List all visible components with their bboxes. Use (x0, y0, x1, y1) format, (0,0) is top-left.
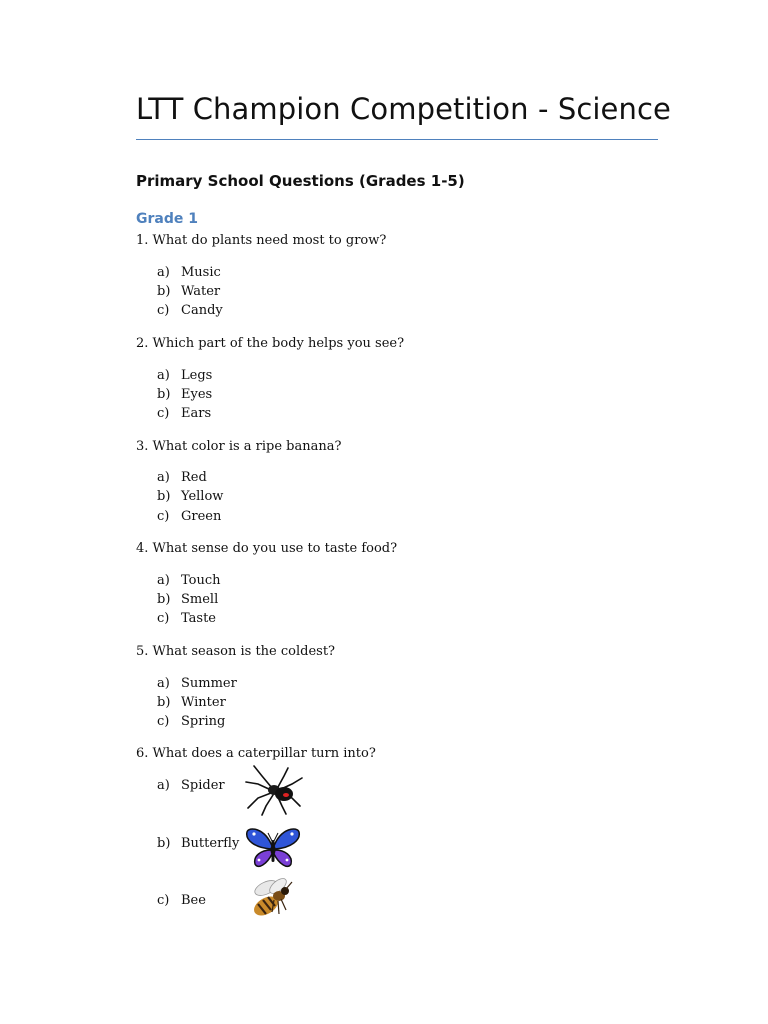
question-4-option-b (157, 592, 218, 610)
option-text: Spider (181, 778, 225, 793)
spider-image (242, 764, 308, 816)
question-5-option-a (157, 676, 237, 694)
option-letter: b) (157, 592, 171, 607)
option-text: Spring (181, 714, 226, 729)
option-text: Bee (181, 893, 206, 908)
option-letter: c) (157, 303, 170, 318)
option-letter: a) (157, 676, 170, 691)
option-text: Green (181, 509, 222, 524)
option-text: Candy (181, 303, 223, 318)
question-2-option-b (157, 387, 212, 405)
question-6: 6. What does a caterpillar turn into? (136, 746, 376, 761)
question-2-option-a (157, 368, 212, 386)
option-letter: a) (157, 265, 170, 280)
question-1-option-c (157, 303, 223, 321)
option-letter: c) (157, 509, 170, 524)
option-letter: c) (157, 893, 170, 908)
document-title: LTT Champion Competition - Science (136, 92, 671, 126)
question-3-option-a (157, 470, 207, 488)
option-letter: b) (157, 284, 171, 299)
question-1-option-b (157, 284, 220, 302)
question-5: 5. What season is the coldest? (136, 644, 336, 659)
option-letter: b) (157, 387, 171, 402)
option-text: Legs (181, 368, 213, 383)
option-letter: a) (157, 470, 170, 485)
grade-heading: Grade 1 (136, 211, 198, 227)
option-letter: c) (157, 714, 170, 729)
option-text: Taste (181, 611, 217, 626)
question-5-option-c (157, 714, 225, 732)
question-4-option-a (157, 573, 221, 591)
question-4-option-c (157, 611, 216, 629)
option-letter: b) (157, 836, 171, 851)
question-3-option-b (157, 489, 223, 507)
option-letter: a) (157, 573, 170, 588)
option-text: Music (181, 265, 221, 280)
option-letter: c) (157, 611, 170, 626)
butterfly-image (245, 826, 301, 870)
question-2: 2. Which part of the body helps you see? (136, 336, 405, 351)
option-letter: a) (157, 368, 170, 383)
question-4: 4. What sense do you use to taste food? (136, 541, 398, 556)
option-text: Butterfly (181, 836, 240, 851)
question-6-option-a (157, 778, 225, 796)
option-text: Summer (181, 676, 237, 691)
question-1: 1. What do plants need most to grow? (136, 233, 387, 248)
option-letter: a) (157, 778, 170, 793)
option-text: Smell (181, 592, 219, 607)
option-letter: b) (157, 489, 171, 504)
title-underline (136, 139, 658, 140)
section-heading: Primary School Questions (Grades 1-5) (136, 172, 465, 190)
option-letter: b) (157, 695, 171, 710)
question-6-option-b (157, 836, 239, 854)
question-3-option-c (157, 509, 221, 527)
option-text: Yellow (181, 489, 224, 504)
option-text: Winter (181, 695, 226, 710)
question-1-option-a (157, 265, 221, 283)
question-6-option-c (157, 893, 206, 911)
option-letter: c) (157, 406, 170, 421)
option-text: Red (181, 470, 207, 485)
bee-image (244, 874, 300, 926)
question-3: 3. What color is a ripe banana? (136, 439, 342, 454)
option-text: Ears (181, 406, 212, 421)
option-text: Touch (181, 573, 221, 588)
question-5-option-b (157, 695, 226, 713)
option-text: Eyes (181, 387, 213, 402)
question-2-option-c (157, 406, 211, 424)
option-text: Water (181, 284, 221, 299)
